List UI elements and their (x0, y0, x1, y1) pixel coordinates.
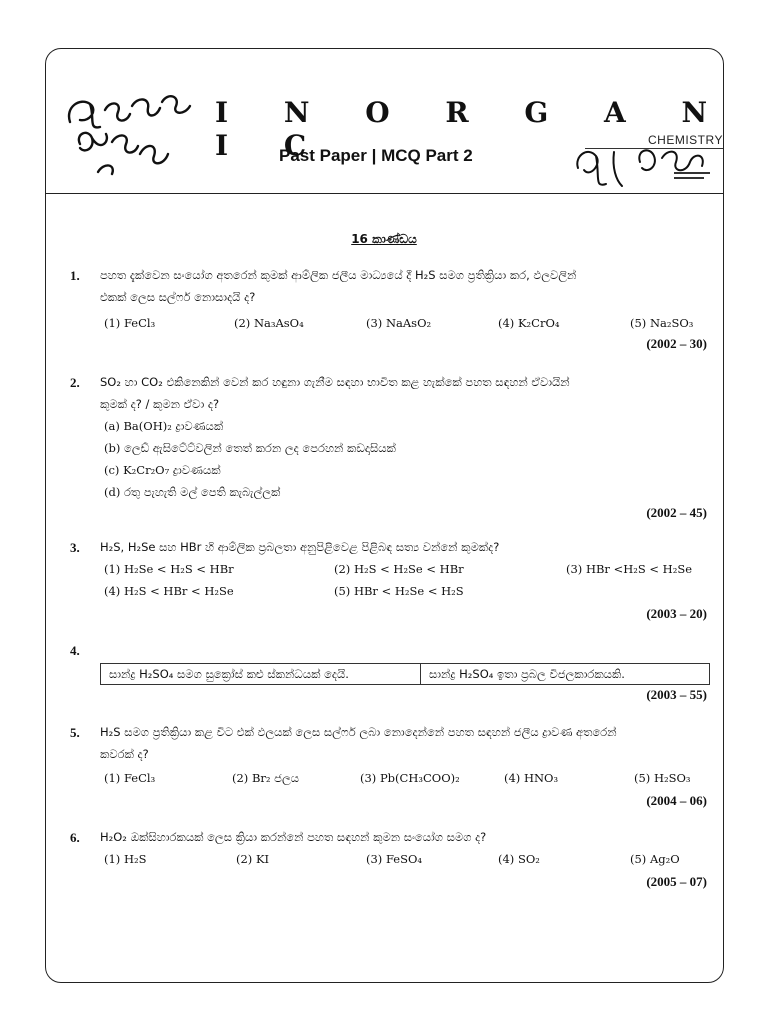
question-text: SO₂ හා CO₂ එකිනෙකින් වෙන් කර හඳුනා ගැනීම සඳහා භාවිත කළ හැක්කේ පහත සඳහන් ඒවායින් (100, 375, 570, 389)
answer-option: (b) ලෙඩ් ඇසිටේට්වලින් තෙත් කරන ලද පෙරහන් කඩදාසියක් (104, 441, 396, 455)
answer-option: (2) Br₂ ජලය (232, 771, 299, 785)
question-number: 4. (70, 643, 80, 658)
answer-option: (1) H₂S (104, 852, 147, 866)
answer-option: (c) K₂Cr₂O₇ ද්‍රාවණයක් (104, 463, 221, 477)
answer-option: (2) H₂S < H₂Se < HBr (334, 562, 464, 576)
question-text: පහත දැක්වෙන සංයෝග අතරෙන් කුමක් ආම්ලික ජලීය මාධ්‍යයේ දී H₂S සමග ප්‍රතික්‍රියා කර, ඵලවලින් (100, 268, 577, 282)
statement-table (100, 663, 710, 685)
page-title: I N O R G A N I C (215, 96, 731, 162)
handwritten-logo-left (60, 82, 200, 182)
year-reference: (2002 – 30) (646, 336, 707, 351)
answer-option: (5) Na₂SO₃ (630, 316, 694, 330)
answer-option: (4) SO₂ (498, 852, 540, 866)
question-text: H₂S, H₂Se සහ HBr හි ආම්ලික ප්‍රබලතා අනුපිළිවෙළ පිළිබඳ සත්‍ය වන්නේ කුමක්ද? (100, 540, 500, 554)
question-text: කුමක් ද? / කුමන ඒවා ද? (100, 397, 220, 411)
answer-option: (5) Ag₂O (630, 852, 680, 866)
answer-option: (1) FeCl₃ (104, 771, 156, 785)
year-reference: (2005 – 07) (646, 874, 707, 889)
brand-tag: CHEMISTRY (648, 133, 723, 147)
answer-option: (5) HBr < H₂Se < H₂S (334, 584, 464, 598)
year-reference: (2003 – 20) (646, 606, 707, 621)
question-number: 6. (70, 830, 80, 845)
answer-option: (1) H₂Se < H₂S < HBr (104, 562, 234, 576)
answer-option: (5) H₂SO₃ (634, 771, 691, 785)
answer-option: (4) HNO₃ (504, 771, 559, 785)
signature-logo-right (570, 128, 720, 190)
question-number: 2. (70, 375, 80, 390)
question-number: 5. (70, 725, 80, 740)
page-subtitle: Past Paper | MCQ Part 2 (279, 146, 473, 165)
answer-option: (4) H₂S < HBr < H₂Se (104, 584, 234, 598)
answer-option: (a) Ba(OH)₂ ද්‍රාවණයක් (104, 419, 224, 433)
question-text: කවරක් ද? (100, 747, 149, 761)
answer-option: (3) NaAsO₂ (366, 316, 432, 330)
question-text: H₂O₂ ඔක්සිහාරකයක් ලෙස ක්‍රියා කරන්නේ පහත සඳහන් කුමන සංයෝග සමග ද? (100, 830, 487, 844)
year-reference: (2003 – 55) (646, 687, 707, 702)
answer-option: (2) KI (236, 852, 270, 866)
section-title: 16 කාණ්ඩය (351, 232, 417, 246)
year-reference: (2004 – 06) (646, 793, 707, 808)
question-number: 1. (70, 268, 80, 283)
answer-option: (2) Na₃AsO₄ (234, 316, 304, 330)
answer-option: (d) රතු පැහැති මල් පෙති කැබැල්ලක් (104, 485, 281, 499)
answer-option: (3) Pb(CH₃COO)₂ (360, 771, 460, 785)
answer-option: (1) FeCl₃ (104, 316, 156, 330)
answer-option: (4) K₂CrO₄ (498, 316, 560, 330)
year-reference: (2002 – 45) (646, 505, 707, 520)
answer-option: (3) HBr <H₂S < H₂Se (566, 562, 693, 576)
question-text: H₂S සමග ප්‍රතික්‍රියා කළ විට එක් ඵලයක් ලෙස සල්ෆර් ලබා නොදෙන්නේ පහත සඳහන් ජලීය ද්‍රාවණ අතරෙන් (100, 725, 617, 739)
question-text: එකක් ලෙස සල්ෆර් නොසාදයි ද? (100, 290, 256, 304)
statement-cell-2: සාන්ද්‍ර H₂SO₄ ඉතා ප්‍රබල විජලකාරකයකි. (429, 666, 625, 681)
answer-option: (3) FeSO₄ (366, 852, 423, 866)
header-divider (45, 193, 724, 194)
statement-cell-1: සාන්ද්‍ර H₂SO₄ සමග සුක්‍රෝස් කළු ස්කන්ධයක් දෙයි. (101, 664, 421, 684)
question-number: 3. (70, 540, 80, 555)
